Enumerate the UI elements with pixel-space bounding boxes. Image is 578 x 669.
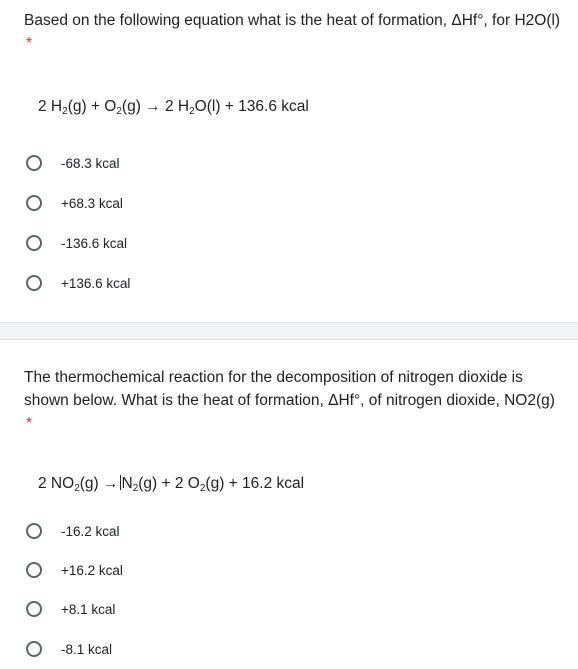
option-label: +16.2 kcal [61, 562, 123, 578]
required-asterisk: * [26, 415, 33, 432]
required-asterisk: * [26, 35, 33, 52]
question-text [24, 366, 564, 435]
question-text [24, 9, 564, 55]
eq-subscript: 2 [199, 483, 206, 494]
radio-circle-icon[interactable] [26, 195, 42, 211]
eq-subscript: 2 [189, 106, 195, 117]
radio-option[interactable] [26, 271, 130, 295]
radio-option[interactable] [26, 231, 127, 255]
radio-option[interactable] [26, 191, 123, 215]
vertical-bar [120, 475, 121, 490]
option-label: -16.2 kcal [61, 523, 120, 539]
eq-subscript: 2 [62, 106, 68, 117]
radio-circle-icon[interactable] [26, 235, 42, 251]
option-label: +8.1 kcal [61, 601, 116, 617]
reaction-arrow: → [145, 98, 161, 115]
radio-option[interactable] [26, 637, 112, 661]
option-label: -136.6 kcal [61, 235, 128, 251]
eq-term: 2 H [160, 98, 190, 115]
eq-subscript: 2 [116, 106, 122, 117]
option-label: +68.3 kcal [61, 195, 123, 211]
eq-term: (g) [121, 98, 146, 115]
eq-term: 2 NO [38, 475, 75, 492]
eq-term: (g) + 16.2 kcal [205, 475, 305, 492]
radio-option[interactable] [26, 519, 120, 543]
chemical-equation [38, 98, 309, 117]
radio-circle-icon[interactable] [26, 275, 42, 291]
radio-option[interactable] [26, 558, 123, 582]
eq-term: (g) [79, 475, 103, 492]
radio-option[interactable] [26, 597, 115, 621]
radio-circle-icon[interactable] [26, 562, 42, 578]
option-label: +136.6 kcal [61, 275, 131, 291]
reaction-arrow: → [103, 475, 119, 492]
question-card-2 [0, 339, 578, 669]
eq-subscript: 2 [74, 483, 80, 494]
option-label: -68.3 kcal [61, 155, 120, 171]
question-title: Based on the following equation what is the heat of formation, ΔHf°, for H2O(l) [24, 12, 561, 29]
question-title: The thermochemical reaction for the decomposition of nitrogen dioxide is shown below. What is the heat of formation, ΔHf°, of nitrogen dioxide, NO2(g) [24, 369, 555, 409]
radio-option[interactable] [26, 151, 120, 175]
radio-circle-icon[interactable] [26, 155, 42, 171]
eq-term: (g) + 2 O [138, 475, 200, 492]
radio-circle-icon[interactable] [26, 641, 42, 657]
eq-term: O(l) + 136.6 kcal [194, 98, 309, 115]
chemical-equation [38, 475, 304, 494]
question-card-1 [0, 0, 578, 323]
eq-subscript: 2 [132, 483, 139, 494]
radio-circle-icon[interactable] [26, 523, 42, 539]
eq-term: N [121, 475, 133, 492]
radio-circle-icon[interactable] [26, 601, 42, 617]
eq-term: 2 H [38, 98, 63, 115]
eq-term: (g) + O [67, 98, 117, 115]
option-label: -8.1 kcal [61, 641, 113, 657]
